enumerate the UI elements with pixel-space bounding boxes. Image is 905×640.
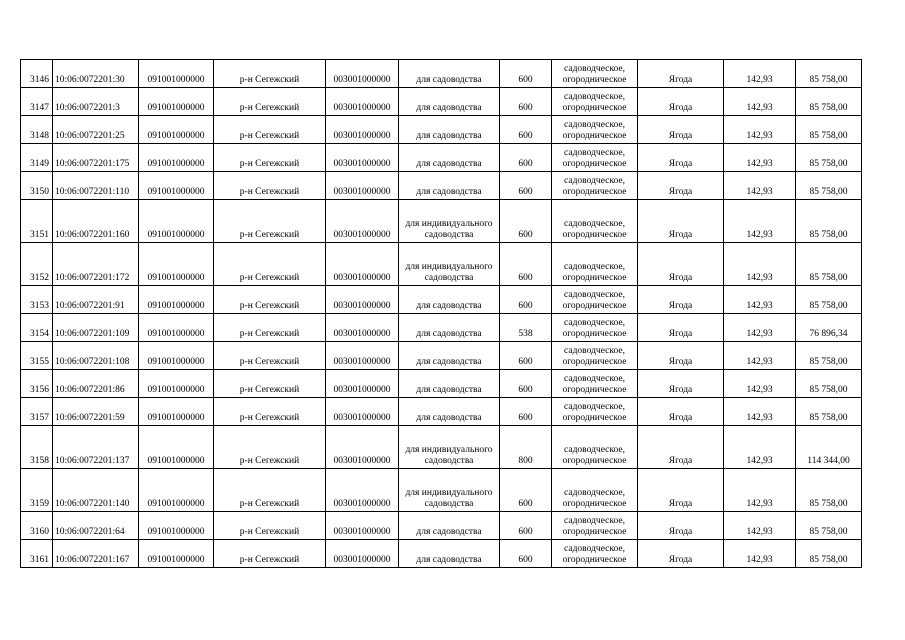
district-cell: р-н Сегежский xyxy=(214,144,326,172)
land-type-cell: садоводческое, огородническое xyxy=(552,512,638,540)
partnership-name-cell: Ягода xyxy=(638,314,724,342)
land-type-cell: садоводческое, огородническое xyxy=(552,60,638,88)
permitted-use-cell: для индивидуального садоводства xyxy=(399,200,500,243)
permitted-use-cell: для садоводства xyxy=(399,286,500,314)
area-cell: 538 xyxy=(500,314,552,342)
table-row xyxy=(21,88,862,116)
unit-price-cell: 142,93 xyxy=(724,314,796,342)
category-code-cell: 003001000000 xyxy=(326,398,399,426)
table-row xyxy=(21,60,862,88)
district-cell: р-н Сегежский xyxy=(214,342,326,370)
category-code-cell: 003001000000 xyxy=(326,60,399,88)
partnership-name-cell: Ягода xyxy=(638,116,724,144)
unit-price-cell: 142,93 xyxy=(724,144,796,172)
land-type-cell: садоводческое, огородническое xyxy=(552,540,638,568)
unit-price-cell: 142,93 xyxy=(724,88,796,116)
category-code-cell: 003001000000 xyxy=(326,286,399,314)
category-code-cell: 003001000000 xyxy=(326,469,399,512)
row-number-cell: 3161 xyxy=(21,540,53,568)
okato-code-cell: 091001000000 xyxy=(139,370,214,398)
cadastral-value-cell: 85 758,00 xyxy=(796,116,862,144)
table-row xyxy=(21,342,862,370)
cadastral-number-cell: 10:06:0072201:3 xyxy=(53,88,139,116)
partnership-name-cell: Ягода xyxy=(638,144,724,172)
unit-price-cell: 142,93 xyxy=(724,172,796,200)
area-cell: 600 xyxy=(500,116,552,144)
unit-price-cell: 142,93 xyxy=(724,342,796,370)
cadastral-number-cell: 10:06:0072201:109 xyxy=(53,314,139,342)
cadastral-value-cell: 85 758,00 xyxy=(796,286,862,314)
partnership-name-cell: Ягода xyxy=(638,370,724,398)
area-cell: 600 xyxy=(500,398,552,426)
row-number-cell: 3147 xyxy=(21,88,53,116)
land-type-cell: садоводческое, огородническое xyxy=(552,144,638,172)
unit-price-cell: 142,93 xyxy=(724,398,796,426)
partnership-name-cell: Ягода xyxy=(638,243,724,286)
okato-code-cell: 091001000000 xyxy=(139,512,214,540)
land-type-cell: садоводческое, огородническое xyxy=(552,314,638,342)
category-code-cell: 003001000000 xyxy=(326,88,399,116)
cadastral-value-cell: 85 758,00 xyxy=(796,60,862,88)
okato-code-cell: 091001000000 xyxy=(139,116,214,144)
okato-code-cell: 091001000000 xyxy=(139,426,214,469)
table-row xyxy=(21,540,862,568)
land-type-cell: садоводческое, огородническое xyxy=(552,243,638,286)
area-cell: 600 xyxy=(500,172,552,200)
permitted-use-cell: для садоводства xyxy=(399,116,500,144)
row-number-cell: 3152 xyxy=(21,243,53,286)
cadastral-value-cell: 76 896,34 xyxy=(796,314,862,342)
unit-price-cell: 142,93 xyxy=(724,370,796,398)
district-cell: р-н Сегежский xyxy=(214,200,326,243)
district-cell: р-н Сегежский xyxy=(214,243,326,286)
partnership-name-cell: Ягода xyxy=(638,286,724,314)
unit-price-cell: 142,93 xyxy=(724,426,796,469)
partnership-name-cell: Ягода xyxy=(638,88,724,116)
land-type-cell: садоводческое, огородническое xyxy=(552,426,638,469)
cadastral-value-cell: 114 344,00 xyxy=(796,426,862,469)
land-type-cell: садоводческое, огородническое xyxy=(552,88,638,116)
partnership-name-cell: Ягода xyxy=(638,426,724,469)
partnership-name-cell: Ягода xyxy=(638,398,724,426)
row-number-cell: 3160 xyxy=(21,512,53,540)
land-type-cell: садоводческое, огородническое xyxy=(552,342,638,370)
category-code-cell: 003001000000 xyxy=(326,200,399,243)
category-code-cell: 003001000000 xyxy=(326,172,399,200)
okato-code-cell: 091001000000 xyxy=(139,60,214,88)
okato-code-cell: 091001000000 xyxy=(139,540,214,568)
district-cell: р-н Сегежский xyxy=(214,370,326,398)
cadastral-value-cell: 85 758,00 xyxy=(796,243,862,286)
land-type-cell: садоводческое, огородническое xyxy=(552,469,638,512)
area-cell: 800 xyxy=(500,426,552,469)
table-row xyxy=(21,512,862,540)
row-number-cell: 3157 xyxy=(21,398,53,426)
cadastral-number-cell: 10:06:0072201:175 xyxy=(53,144,139,172)
cadastral-value-cell: 85 758,00 xyxy=(796,144,862,172)
category-code-cell: 003001000000 xyxy=(326,370,399,398)
row-number-cell: 3150 xyxy=(21,172,53,200)
permitted-use-cell: для садоводства xyxy=(399,512,500,540)
permitted-use-cell: для садоводства xyxy=(399,398,500,426)
row-number-cell: 3159 xyxy=(21,469,53,512)
okato-code-cell: 091001000000 xyxy=(139,469,214,512)
cadastral-value-cell: 85 758,00 xyxy=(796,540,862,568)
cadastral-number-cell: 10:06:0072201:167 xyxy=(53,540,139,568)
area-cell: 600 xyxy=(500,144,552,172)
area-cell: 600 xyxy=(500,88,552,116)
partnership-name-cell: Ягода xyxy=(638,469,724,512)
table-body xyxy=(21,60,862,568)
cadastral-number-cell: 10:06:0072201:160 xyxy=(53,200,139,243)
land-type-cell: садоводческое, огородническое xyxy=(552,200,638,243)
area-cell: 600 xyxy=(500,540,552,568)
okato-code-cell: 091001000000 xyxy=(139,314,214,342)
table-row xyxy=(21,116,862,144)
district-cell: р-н Сегежский xyxy=(214,469,326,512)
unit-price-cell: 142,93 xyxy=(724,512,796,540)
category-code-cell: 003001000000 xyxy=(326,314,399,342)
area-cell: 600 xyxy=(500,243,552,286)
unit-price-cell: 142,93 xyxy=(724,540,796,568)
category-code-cell: 003001000000 xyxy=(326,144,399,172)
table-row xyxy=(21,426,862,469)
cadastral-value-cell: 85 758,00 xyxy=(796,398,862,426)
district-cell: р-н Сегежский xyxy=(214,172,326,200)
unit-price-cell: 142,93 xyxy=(724,243,796,286)
district-cell: р-н Сегежский xyxy=(214,60,326,88)
land-type-cell: садоводческое, огородническое xyxy=(552,398,638,426)
partnership-name-cell: Ягода xyxy=(638,200,724,243)
okato-code-cell: 091001000000 xyxy=(139,88,214,116)
district-cell: р-н Сегежский xyxy=(214,286,326,314)
district-cell: р-н Сегежский xyxy=(214,512,326,540)
permitted-use-cell: для садоводства xyxy=(399,88,500,116)
table-row xyxy=(21,314,862,342)
land-type-cell: садоводческое, огородническое xyxy=(552,370,638,398)
cadastral-value-cell: 85 758,00 xyxy=(796,200,862,243)
permitted-use-cell: для индивидуального садоводства xyxy=(399,426,500,469)
category-code-cell: 003001000000 xyxy=(326,426,399,469)
permitted-use-cell: для садоводства xyxy=(399,540,500,568)
cadastral-number-cell: 10:06:0072201:59 xyxy=(53,398,139,426)
permitted-use-cell: для садоводства xyxy=(399,144,500,172)
row-number-cell: 3148 xyxy=(21,116,53,144)
partnership-name-cell: Ягода xyxy=(638,60,724,88)
cadastral-value-cell: 85 758,00 xyxy=(796,469,862,512)
table-row xyxy=(21,370,862,398)
okato-code-cell: 091001000000 xyxy=(139,172,214,200)
cadastral-number-cell: 10:06:0072201:30 xyxy=(53,60,139,88)
land-registry-table xyxy=(20,59,862,568)
cadastral-value-cell: 85 758,00 xyxy=(796,512,862,540)
cadastral-number-cell: 10:06:0072201:86 xyxy=(53,370,139,398)
row-number-cell: 3153 xyxy=(21,286,53,314)
row-number-cell: 3154 xyxy=(21,314,53,342)
cadastral-number-cell: 10:06:0072201:137 xyxy=(53,426,139,469)
permitted-use-cell: для индивидуального садоводства xyxy=(399,469,500,512)
row-number-cell: 3149 xyxy=(21,144,53,172)
district-cell: р-н Сегежский xyxy=(214,314,326,342)
cadastral-number-cell: 10:06:0072201:108 xyxy=(53,342,139,370)
cadastral-number-cell: 10:06:0072201:64 xyxy=(53,512,139,540)
category-code-cell: 003001000000 xyxy=(326,243,399,286)
okato-code-cell: 091001000000 xyxy=(139,243,214,286)
partnership-name-cell: Ягода xyxy=(638,172,724,200)
partnership-name-cell: Ягода xyxy=(638,342,724,370)
permitted-use-cell: для садоводства xyxy=(399,370,500,398)
cadastral-value-cell: 85 758,00 xyxy=(796,342,862,370)
unit-price-cell: 142,93 xyxy=(724,286,796,314)
cadastral-number-cell: 10:06:0072201:110 xyxy=(53,172,139,200)
category-code-cell: 003001000000 xyxy=(326,512,399,540)
unit-price-cell: 142,93 xyxy=(724,60,796,88)
row-number-cell: 3151 xyxy=(21,200,53,243)
table-row xyxy=(21,200,862,243)
cadastral-value-cell: 85 758,00 xyxy=(796,88,862,116)
category-code-cell: 003001000000 xyxy=(326,342,399,370)
cadastral-number-cell: 10:06:0072201:91 xyxy=(53,286,139,314)
table-row xyxy=(21,144,862,172)
cadastral-number-cell: 10:06:0072201:172 xyxy=(53,243,139,286)
unit-price-cell: 142,93 xyxy=(724,200,796,243)
area-cell: 600 xyxy=(500,286,552,314)
cadastral-number-cell: 10:06:0072201:140 xyxy=(53,469,139,512)
land-type-cell: садоводческое, огородническое xyxy=(552,116,638,144)
row-number-cell: 3156 xyxy=(21,370,53,398)
okato-code-cell: 091001000000 xyxy=(139,200,214,243)
table-row xyxy=(21,398,862,426)
table-row xyxy=(21,286,862,314)
cadastral-value-cell: 85 758,00 xyxy=(796,172,862,200)
okato-code-cell: 091001000000 xyxy=(139,286,214,314)
okato-code-cell: 091001000000 xyxy=(139,144,214,172)
area-cell: 600 xyxy=(500,200,552,243)
cadastral-value-cell: 85 758,00 xyxy=(796,370,862,398)
permitted-use-cell: для индивидуального садоводства xyxy=(399,243,500,286)
category-code-cell: 003001000000 xyxy=(326,540,399,568)
permitted-use-cell: для садоводства xyxy=(399,172,500,200)
area-cell: 600 xyxy=(500,342,552,370)
district-cell: р-н Сегежский xyxy=(214,398,326,426)
unit-price-cell: 142,93 xyxy=(724,116,796,144)
unit-price-cell: 142,93 xyxy=(724,469,796,512)
area-cell: 600 xyxy=(500,469,552,512)
table-row xyxy=(21,243,862,286)
permitted-use-cell: для садоводства xyxy=(399,314,500,342)
permitted-use-cell: для садоводства xyxy=(399,60,500,88)
district-cell: р-н Сегежский xyxy=(214,426,326,469)
cadastral-number-cell: 10:06:0072201:25 xyxy=(53,116,139,144)
partnership-name-cell: Ягода xyxy=(638,540,724,568)
table-row xyxy=(21,172,862,200)
permitted-use-cell: для садоводства xyxy=(399,342,500,370)
category-code-cell: 003001000000 xyxy=(326,116,399,144)
table-row xyxy=(21,469,862,512)
area-cell: 600 xyxy=(500,370,552,398)
okato-code-cell: 091001000000 xyxy=(139,398,214,426)
row-number-cell: 3146 xyxy=(21,60,53,88)
row-number-cell: 3158 xyxy=(21,426,53,469)
land-type-cell: садоводческое, огородническое xyxy=(552,172,638,200)
row-number-cell: 3155 xyxy=(21,342,53,370)
area-cell: 600 xyxy=(500,512,552,540)
district-cell: р-н Сегежский xyxy=(214,540,326,568)
district-cell: р-н Сегежский xyxy=(214,116,326,144)
land-type-cell: садоводческое, огородническое xyxy=(552,286,638,314)
partnership-name-cell: Ягода xyxy=(638,512,724,540)
district-cell: р-н Сегежский xyxy=(214,88,326,116)
okato-code-cell: 091001000000 xyxy=(139,342,214,370)
area-cell: 600 xyxy=(500,60,552,88)
